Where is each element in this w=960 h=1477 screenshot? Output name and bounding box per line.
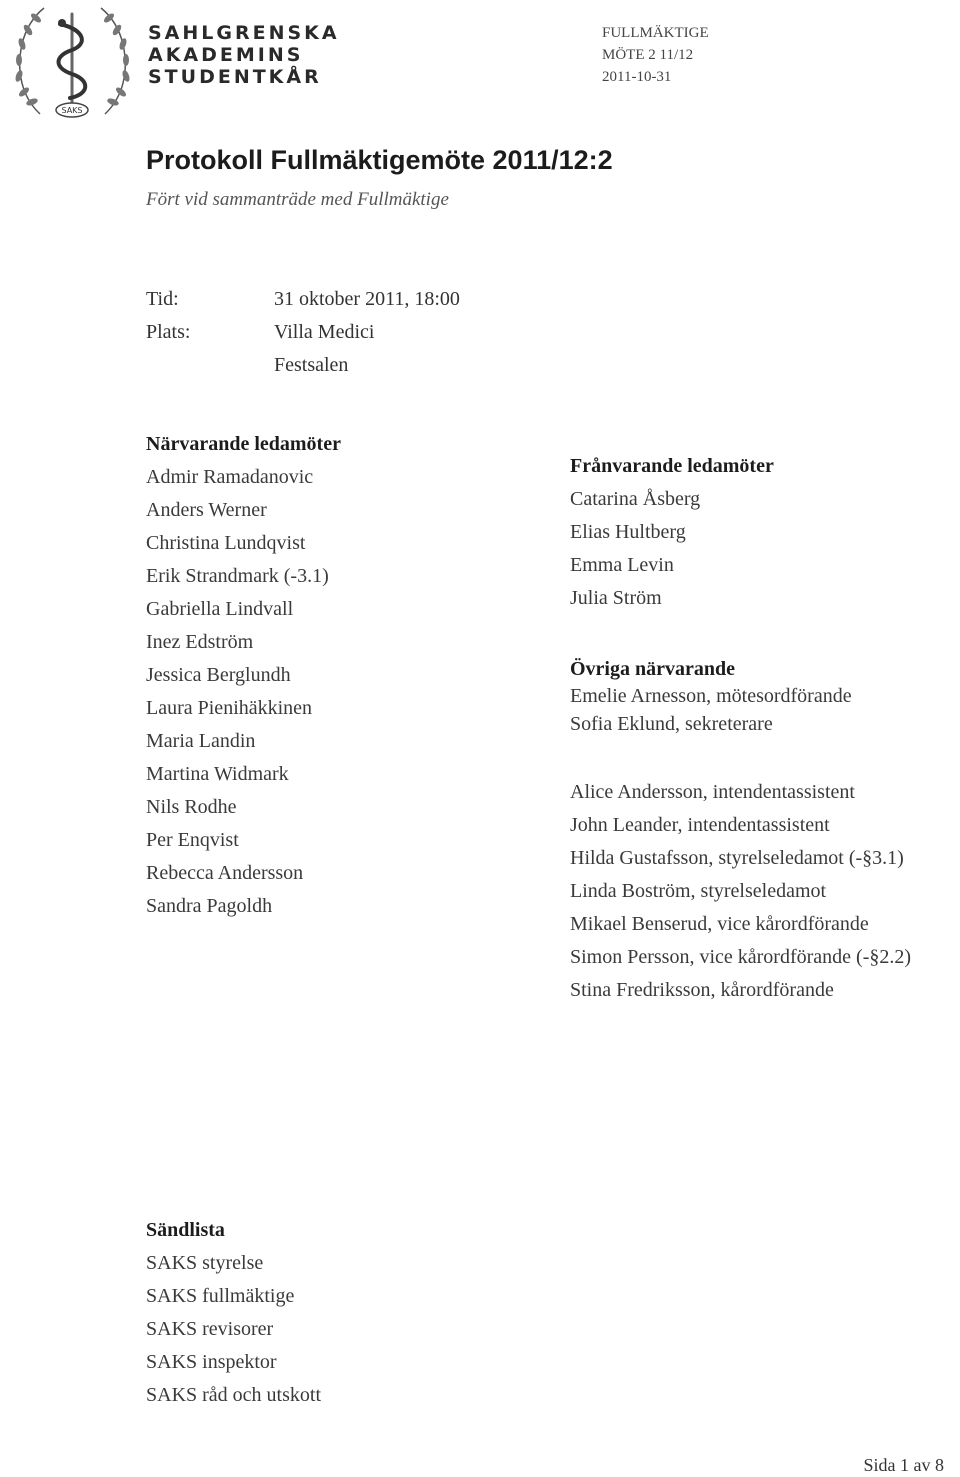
list-item: Jessica Berglundh bbox=[146, 664, 291, 686]
list-item: Elias Hultberg bbox=[570, 521, 686, 543]
doc-type: FULLMÄKTIGE bbox=[602, 25, 709, 41]
distribution-heading: Sändlista bbox=[146, 1219, 225, 1241]
page-subtitle: Fört vid sammanträde med Fullmäktige bbox=[146, 189, 449, 210]
list-item: Catarina Åsberg bbox=[570, 488, 701, 510]
list-item: Laura Pienihäkkinen bbox=[146, 697, 313, 719]
list-item: Emelie Arnesson, mötesordförande bbox=[570, 685, 852, 707]
list-item: Sandra Pagoldh bbox=[146, 895, 273, 917]
org-line-2: AKADEMINS bbox=[148, 44, 304, 66]
place-value-2: Festsalen bbox=[274, 354, 349, 376]
list-item: Julia Ström bbox=[570, 587, 662, 609]
list-item: SAKS råd och utskott bbox=[146, 1384, 321, 1406]
absent-members-list bbox=[570, 450, 774, 615]
list-item: Stina Fredriksson, kårordförande bbox=[570, 979, 834, 1001]
list-item: Hilda Gustafsson, styrelseledamot (-§3.1) bbox=[570, 847, 904, 869]
list-item: SAKS inspektor bbox=[146, 1351, 277, 1373]
list-item: Rebecca Andersson bbox=[146, 862, 304, 884]
org-line-1: SAHLGRENSKA bbox=[148, 22, 340, 44]
others-present-list bbox=[570, 653, 911, 1007]
list-item: Linda Boström, styrelseledamot bbox=[570, 880, 827, 902]
list-item: Mikael Benserud, vice kårordförande bbox=[570, 913, 869, 935]
org-name bbox=[148, 22, 340, 88]
list-item: Martina Widmark bbox=[146, 763, 289, 785]
list-item: Simon Persson, vice kårordförande (-§2.2) bbox=[570, 946, 912, 968]
svg-text:SAKS: SAKS bbox=[61, 106, 83, 115]
list-item: SAKS styrelse bbox=[146, 1252, 264, 1274]
absent-members-heading: Frånvarande ledamöter bbox=[570, 455, 774, 477]
place-value-1: Villa Medici bbox=[274, 321, 375, 343]
list-item: Admir Ramadanovic bbox=[146, 466, 314, 488]
meeting-number: MÖTE 2 11/12 bbox=[602, 47, 694, 63]
saks-logo bbox=[10, 2, 135, 125]
page-title: Protokoll Fullmäktigemöte 2011/12:2 bbox=[146, 145, 613, 175]
guests-group bbox=[570, 776, 911, 1007]
list-item: SAKS fullmäktige bbox=[146, 1285, 295, 1307]
place-label: Plats: bbox=[146, 321, 191, 343]
page-number: Sida 1 av 8 bbox=[863, 1455, 944, 1475]
list-item: Gabriella Lindvall bbox=[146, 598, 294, 620]
others-present-heading: Övriga närvarande bbox=[570, 658, 735, 680]
list-item: Anders Werner bbox=[146, 499, 267, 521]
list-item: SAKS revisorer bbox=[146, 1318, 274, 1340]
list-item: Inez Edström bbox=[146, 631, 254, 653]
doc-date: 2011-10-31 bbox=[602, 69, 672, 85]
list-item: Nils Rodhe bbox=[146, 796, 237, 818]
list-item: Maria Landin bbox=[146, 730, 256, 752]
list-item: Sofia Eklund, sekreterare bbox=[570, 713, 773, 735]
present-members-list bbox=[146, 428, 341, 923]
document-header bbox=[602, 22, 709, 88]
present-members-heading: Närvarande ledamöter bbox=[146, 433, 341, 455]
list-item: Emma Levin bbox=[570, 554, 674, 576]
list-item: Christina Lundqvist bbox=[146, 532, 306, 554]
list-item: Alice Andersson, intendentassistent bbox=[570, 781, 855, 803]
list-item: Per Enqvist bbox=[146, 829, 239, 851]
officials-group bbox=[570, 682, 911, 738]
time-label: Tid: bbox=[146, 288, 179, 310]
snake-laurel-icon bbox=[10, 2, 135, 125]
distribution-list bbox=[146, 1214, 321, 1412]
org-line-3: STUDENTKÅR bbox=[148, 66, 322, 88]
list-item: Erik Strandmark (-3.1) bbox=[146, 565, 329, 587]
list-item: John Leander, intendentassistent bbox=[570, 814, 830, 836]
time-value: 31 oktober 2011, 18:00 bbox=[274, 288, 460, 310]
